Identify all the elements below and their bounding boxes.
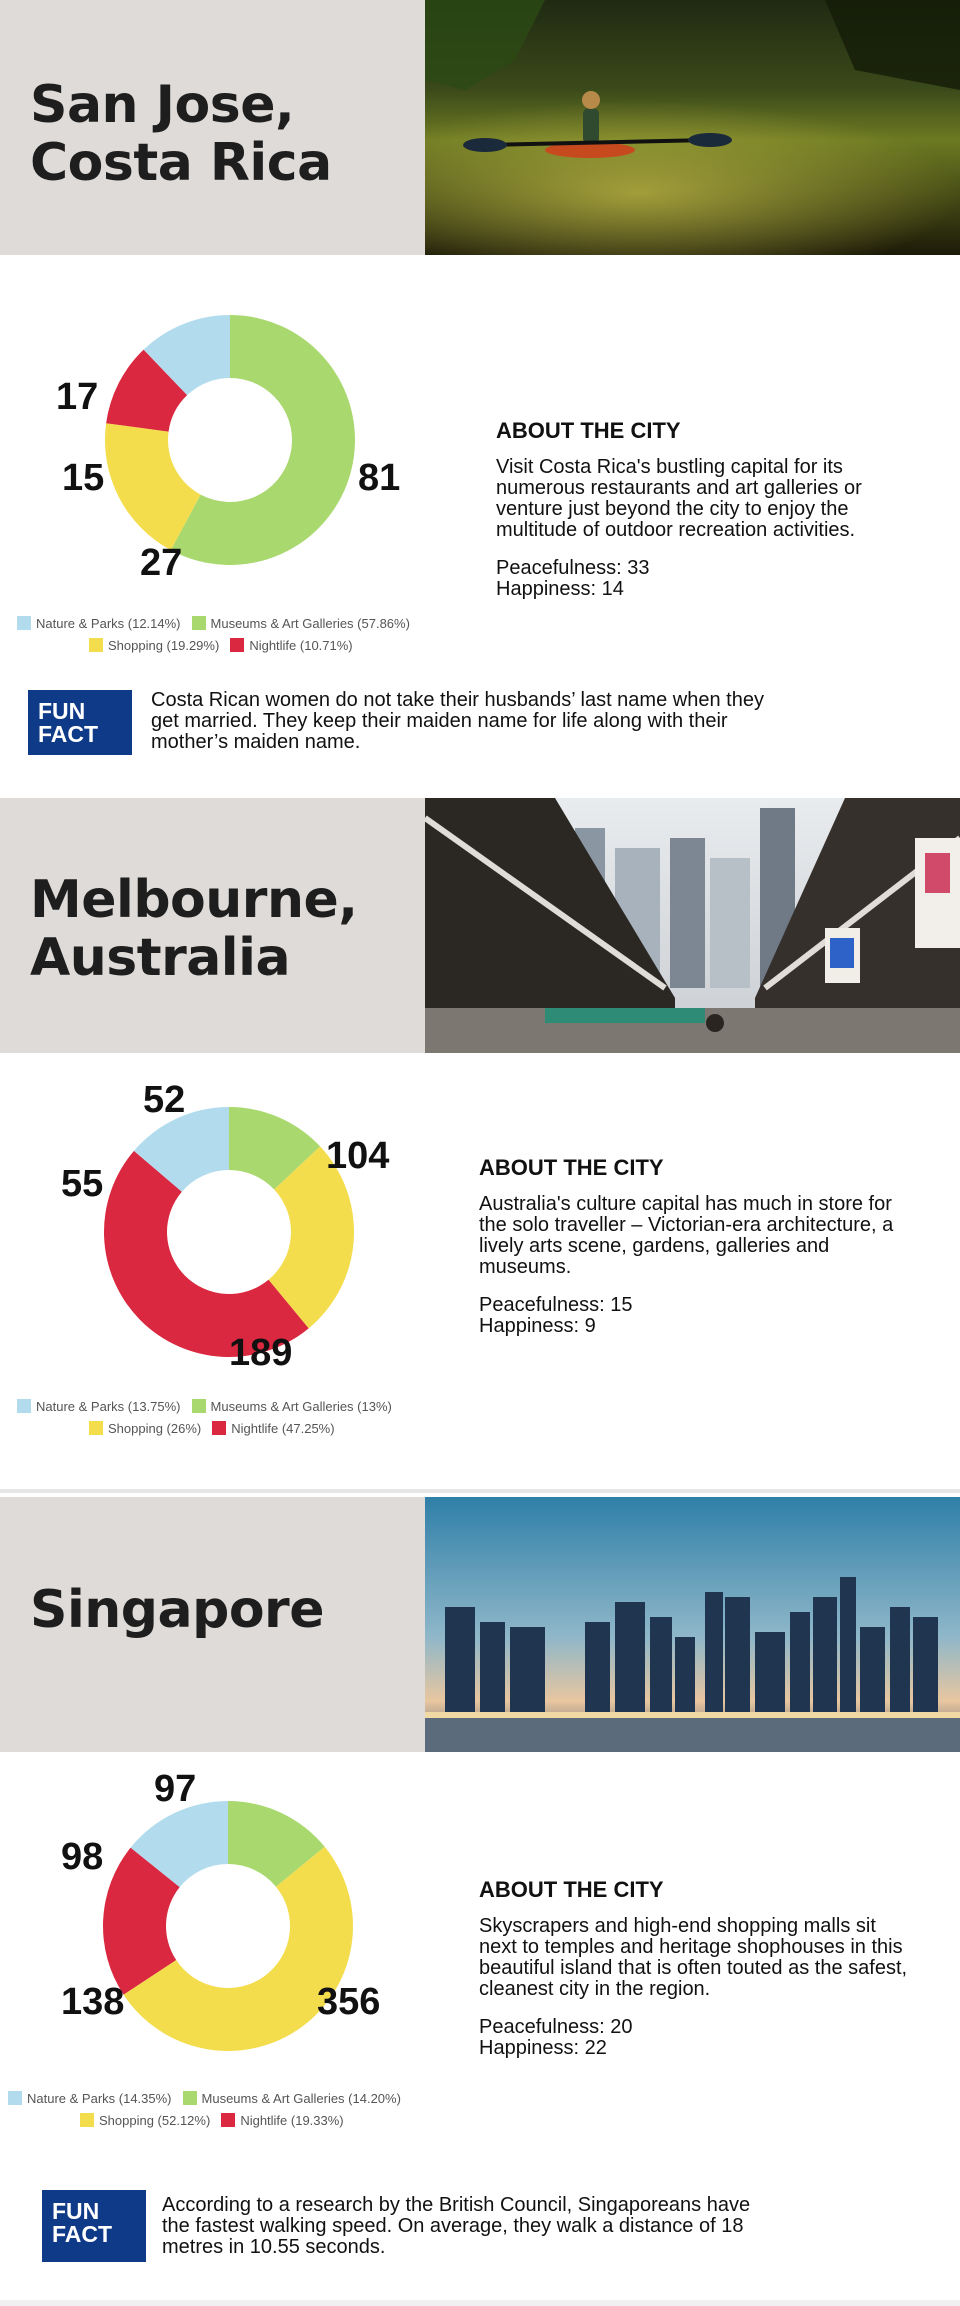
legend-item-museums — [192, 1399, 392, 1414]
about-text: Skyscrapers and high-end shopping malls sit next to temples and heritage shophouses in this beautiful island that is often touted as the safest, cleanest city in the region. — [479, 1915, 908, 2000]
donut-label-shopping: 356 — [317, 1981, 381, 2023]
hero-san-jose — [0, 0, 960, 255]
legend-label: Museums & Art Galleries (13%) — [210, 1398, 392, 1414]
legend-item-museums — [192, 616, 410, 631]
peacefulness: Peacefulness: 20 — [479, 2016, 633, 2038]
donut-label-nightlife: 189 — [229, 1332, 293, 1374]
peacefulness: Peacefulness: 33 — [496, 557, 650, 579]
legend-label: Nature & Parks (12.14%) — [36, 615, 181, 631]
legend-label: Nightlife (19.33%) — [240, 2112, 344, 2128]
happiness: Happiness: 9 — [479, 1315, 596, 1337]
legend-swatch — [221, 2113, 235, 2127]
legend-label: Shopping (52.12%) — [99, 2112, 211, 2128]
legend-label: Nightlife (10.71%) — [249, 637, 353, 653]
fun-badge-line: FUN — [38, 698, 86, 724]
section-divider — [0, 1489, 960, 1493]
fun-fact-text: According to a research by the British Council, Singaporeans have the fastest walking speed. On average, they walk a distance of 18 metres in 10.55 seconds. — [162, 2194, 751, 2258]
legend-swatch — [212, 1421, 226, 1435]
legend-swatch — [89, 1421, 103, 1435]
legend-item-nightlife — [221, 2113, 343, 2128]
fun-fact-text: Costa Rican women do not take their husbands’ last name when they get married. They keep their maiden name for life along with their mother’s maiden name. — [151, 689, 764, 753]
chart-legend — [17, 612, 421, 656]
city-stats — [479, 1295, 909, 1337]
about-text: Visit Costa Rica's bustling capital for its numerous restaurants and art galleries or venture just beyond the city to enjoy the multitude of outdoor recreation activities. — [496, 456, 862, 541]
legend-label: Nature & Parks (13.75%) — [36, 1398, 181, 1414]
legend-item-shopping — [89, 1421, 201, 1436]
donut-label-nightlife: 138 — [61, 1981, 125, 2023]
legend-swatch — [8, 2091, 22, 2105]
about-city-san-jose — [496, 418, 926, 600]
legend-item-shopping — [89, 638, 219, 653]
city-title: Singapore — [30, 1580, 324, 1640]
legend-swatch — [230, 638, 244, 652]
legend-swatch — [89, 638, 103, 652]
legend-item-shopping — [80, 2113, 210, 2128]
legend-label: Nature & Parks (14.35%) — [27, 2090, 172, 2106]
fun-fact-badge — [28, 690, 132, 755]
city-stats — [496, 558, 926, 600]
about-city-singapore — [479, 1877, 909, 2059]
legend-swatch — [192, 1399, 206, 1413]
hero-melbourne — [0, 798, 960, 1053]
donut-chart-san-jose — [100, 310, 360, 570]
legend-label: Shopping (26%) — [108, 1420, 202, 1436]
legend-label: Museums & Art Galleries (14.20%) — [201, 2090, 401, 2106]
legend-swatch — [17, 1399, 31, 1413]
legend-item-museums — [183, 2091, 401, 2106]
legend-label: Shopping (19.29%) — [108, 637, 220, 653]
donut-label-nature: 17 — [56, 376, 99, 418]
legend-swatch — [80, 2113, 94, 2127]
fun-badge-line: FUN — [52, 2198, 100, 2224]
bottom-divider — [0, 2300, 960, 2306]
kayak-photo — [425, 0, 960, 255]
city-stats — [479, 2017, 909, 2059]
donut-label-museums: 97 — [154, 1768, 197, 1810]
legend-item-nightlife — [212, 1421, 334, 1436]
hero-singapore — [0, 1497, 960, 1752]
legend-swatch — [17, 616, 31, 630]
legend-item-nature — [17, 1399, 181, 1414]
donut-label-nature: 98 — [61, 1836, 104, 1878]
legend-item-nature — [17, 616, 181, 631]
about-city-melbourne — [479, 1155, 909, 1337]
about-title: ABOUT THE CITY — [479, 1877, 664, 1902]
donut-label-nature: 55 — [61, 1163, 104, 1205]
legend-label: Museums & Art Galleries (57.86%) — [210, 615, 410, 631]
donut-label-nightlife: 15 — [62, 457, 105, 499]
fun-badge-line: FACT — [38, 721, 99, 747]
about-title: ABOUT THE CITY — [479, 1155, 664, 1180]
donut-label-shopping: 104 — [326, 1135, 390, 1177]
hero-title-panel — [0, 1497, 425, 1752]
donut-chart-melbourne — [99, 1102, 359, 1362]
legend-label: Nightlife (47.25%) — [231, 1420, 335, 1436]
legend-item-nature — [8, 2091, 172, 2106]
happiness: Happiness: 22 — [479, 2037, 607, 2059]
donut-label-shopping: 27 — [140, 542, 183, 584]
hero-title-panel — [0, 798, 425, 1053]
chart-legend — [17, 1395, 403, 1439]
hero-title-panel — [0, 0, 425, 255]
about-title: ABOUT THE CITY — [496, 418, 681, 443]
city-title: San Jose, Costa Rica — [30, 75, 332, 193]
legend-item-nightlife — [230, 638, 352, 653]
happiness: Happiness: 14 — [496, 578, 624, 600]
donut-label-museums: 81 — [358, 457, 401, 499]
market-photo — [425, 798, 960, 1053]
fun-fact-badge — [42, 2190, 146, 2262]
legend-swatch — [192, 616, 206, 630]
skyline-photo — [425, 1497, 960, 1752]
about-text: Australia's culture capital has much in store for the solo traveller – Victorian-era architecture, a lively arts scene, gardens, galleries and museums. — [479, 1193, 894, 1278]
legend-swatch — [183, 2091, 197, 2105]
donut-label-museums: 52 — [143, 1079, 186, 1121]
peacefulness: Peacefulness: 15 — [479, 1294, 633, 1316]
city-title: Melbourne, Australia — [30, 870, 358, 988]
chart-legend — [8, 2087, 412, 2131]
fun-badge-line: FACT — [52, 2221, 113, 2247]
